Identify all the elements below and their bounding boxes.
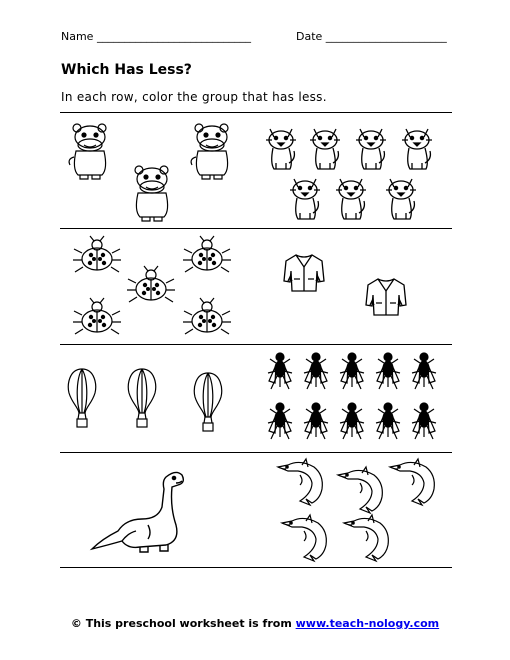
cat-icon <box>384 175 418 221</box>
group-dinosaur[interactable] <box>60 453 256 567</box>
fly-icon <box>410 401 438 443</box>
header-line <box>61 30 461 46</box>
hot-air-balloon-icon <box>66 367 98 431</box>
coat-icon <box>364 275 408 319</box>
group-hippos[interactable] <box>60 113 256 229</box>
ladybug-icon <box>182 297 232 337</box>
comparison-grid <box>60 112 452 567</box>
fly-icon <box>266 401 294 443</box>
comparison-row-4 <box>60 452 452 568</box>
fly-icon <box>302 401 330 443</box>
fly-icon <box>374 351 402 393</box>
ladybug-icon <box>72 297 122 337</box>
dolphin-icon <box>276 457 332 507</box>
ladybug-icon <box>182 235 232 275</box>
hot-air-balloon-icon <box>126 367 158 431</box>
dolphin-icon <box>280 513 336 563</box>
fly-icon <box>374 401 402 443</box>
name-field-label: Name ____________________________ <box>61 30 251 43</box>
fly-icon <box>338 401 366 443</box>
group-flies[interactable] <box>256 345 452 453</box>
coat-icon <box>282 251 326 295</box>
group-cats[interactable] <box>256 113 452 229</box>
cat-icon <box>308 125 342 171</box>
comparison-row-1 <box>60 112 452 229</box>
cat-icon <box>354 125 388 171</box>
cat-icon <box>288 175 322 221</box>
group-ladybugs[interactable] <box>60 229 256 345</box>
ladybug-icon <box>72 235 122 275</box>
comparison-row-2 <box>60 228 452 345</box>
hippo-icon <box>188 123 234 181</box>
hippo-icon <box>66 123 112 181</box>
date-field-label: Date ______________________ <box>296 30 447 43</box>
dolphin-icon <box>336 465 392 515</box>
worksheet-title: Which Has Less? <box>61 62 192 78</box>
instructions: In each row, color the group that has less. <box>61 90 327 104</box>
dolphin-icon <box>388 457 444 507</box>
cat-icon <box>334 175 368 221</box>
fly-icon <box>302 351 330 393</box>
dinosaur-icon <box>88 467 208 553</box>
cat-icon <box>264 125 298 171</box>
fly-icon <box>266 351 294 393</box>
comparison-row-3 <box>60 344 452 453</box>
hippo-icon <box>128 165 174 223</box>
group-dolphins[interactable] <box>256 453 452 567</box>
group-coats[interactable] <box>256 229 452 345</box>
website-link[interactable]: www.teach-nology.com <box>295 617 440 630</box>
fly-icon <box>410 351 438 393</box>
footer <box>0 617 510 630</box>
hot-air-balloon-icon <box>192 371 224 435</box>
dolphin-icon <box>342 513 398 563</box>
group-balloons[interactable] <box>60 345 256 453</box>
ladybug-icon <box>126 265 176 305</box>
fly-icon <box>338 351 366 393</box>
footer-text: © This preschool worksheet is from <box>70 617 296 630</box>
cat-icon <box>400 125 434 171</box>
